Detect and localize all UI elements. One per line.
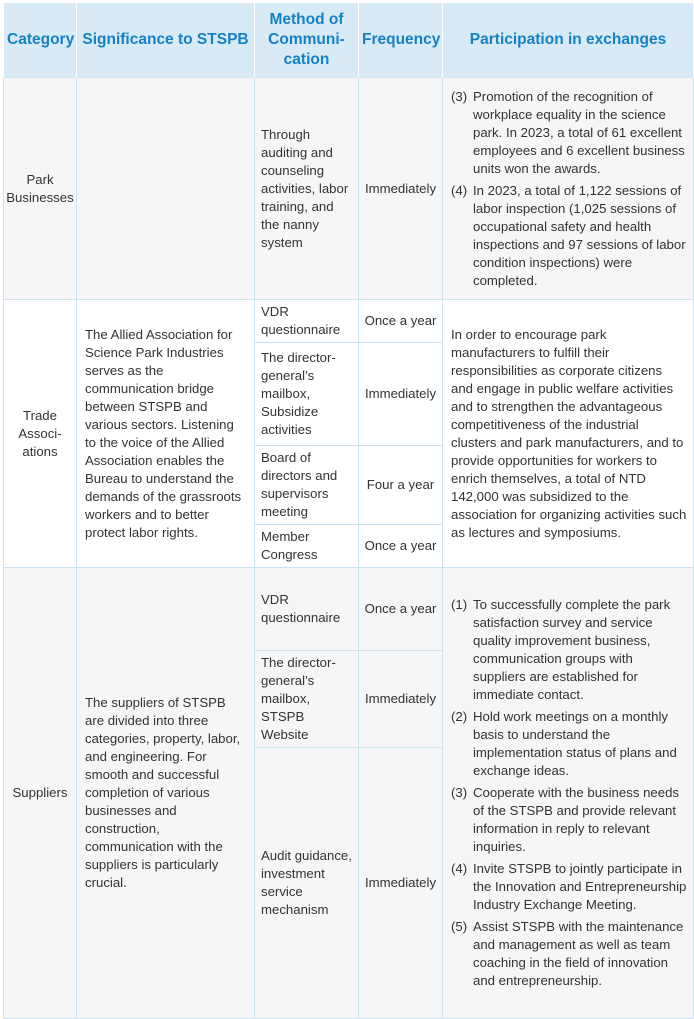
header-frequency: Frequency [359,3,443,78]
list-item [451,918,687,990]
item-text: In 2023, a total of 1,122 sessions of labor inspection (1,025 sessions of occupational safety and health inspections and 97 sessions of labor condition inspections) were completed. [473,182,686,288]
header-row [4,3,694,78]
frequency-suppliers-2: Immediately [359,651,443,748]
item-number: (1) [451,597,468,612]
participation-park-businesses [443,78,694,300]
frequency-park-businesses: Immediately [359,78,443,300]
item-number: (4) [451,182,468,198]
stakeholder-communication-table [3,3,694,1019]
list-item [451,784,687,856]
method-trade-1: VDR questionnaire [255,300,359,343]
table-row-trade-associations [4,300,694,343]
method-suppliers-3: Audit guidance, investment service mechanism [255,748,359,1019]
participation-trade-associations: In order to encourage park manufacturers to fulfill their responsibilities as corporate citizens and engage in public welfare activities and to strengthen the advantageous competitiveness of the industrial clusters and park manufacturers, and to provide opportunities for workers to enrich themselves, a total of NTD 142,000 was subsidized to the association for organizing activities such as lectures and symposiums. [443,300,694,568]
method-suppliers-2: The director-general’s mailbox, STSPB Website [255,651,359,748]
method-trade-2: The director-general’s mailbox, Subsidize activities [255,343,359,446]
frequency-trade-3: Four a year [359,446,443,525]
frequency-trade-1: Once a year [359,300,443,343]
table-row-park-businesses [4,78,694,300]
list-item [451,182,687,290]
header-participation: Participation in exchanges [443,3,694,78]
header-category: Category [4,3,77,78]
frequency-suppliers-1: Once a year [359,568,443,651]
header-method: Method of Communi-cation [255,3,359,78]
item-number: (4) [451,861,468,876]
item-number: (5) [451,919,468,934]
method-trade-3: Board of directors and supervisors meeting [255,446,359,525]
significance-suppliers: The suppliers of STSPB are divided into three categories, property, labor, and engineering. For smooth and successful completion of various businesses and construction, communication with the suppliers is particularly crucial. [77,568,255,1019]
method-park-businesses: Through auditing and counseling activities, labor training, and the nanny system [255,78,359,300]
list-item [451,860,687,914]
table-row-suppliers [4,568,694,651]
item-text: Assist STSPB with the maintenance and management as well as team coaching in the field of innovation and entrepreneurship. [473,919,684,988]
method-trade-4: Member Congress [255,525,359,568]
item-number: (3) [451,88,468,104]
frequency-trade-2: Immediately [359,343,443,446]
category-trade-associations: Trade Associ-ations [4,300,77,568]
item-number: (3) [451,785,468,800]
category-park-businesses: Park Businesses [4,78,77,300]
list-item [451,88,687,178]
item-text: Cooperate with the business needs of the STSPB and provide relevant information in reply to relevant inquiries. [473,785,680,854]
item-number: (2) [451,709,468,724]
item-text: Promotion of the recognition of workplace equality in the science park. In 2023, a total of 61 excellent employees and 6 excellent business units won the awards. [473,88,685,176]
list-item [451,596,687,704]
list-item [451,708,687,780]
category-suppliers: Suppliers [4,568,77,1019]
frequency-suppliers-3: Immediately [359,748,443,1019]
item-text: To successfully complete the park satisfaction survey and service quality improvement business, communication groups with suppliers are established for immediate contact. [473,597,671,702]
header-significance: Significance to STSPB [77,3,255,78]
method-suppliers-1: VDR questionnaire [255,568,359,651]
significance-trade-associations: The Allied Association for Science Park Industries serves as the communication bridge between STSPB and various sectors. Listening to the voice of the Allied Association enables the Bureau to understand the demands of the grassroots workers and to better protect labor rights. [77,300,255,568]
frequency-trade-4: Once a year [359,525,443,568]
participation-suppliers [443,568,694,1019]
item-text: Hold work meetings on a monthly basis to understand the implementation status of plans and exchange ideas. [473,709,677,778]
item-text: Invite STSPB to jointly participate in the Innovation and Entrepreneurship Industry Exchange Meeting. [473,861,687,912]
significance-park-businesses [77,78,255,300]
